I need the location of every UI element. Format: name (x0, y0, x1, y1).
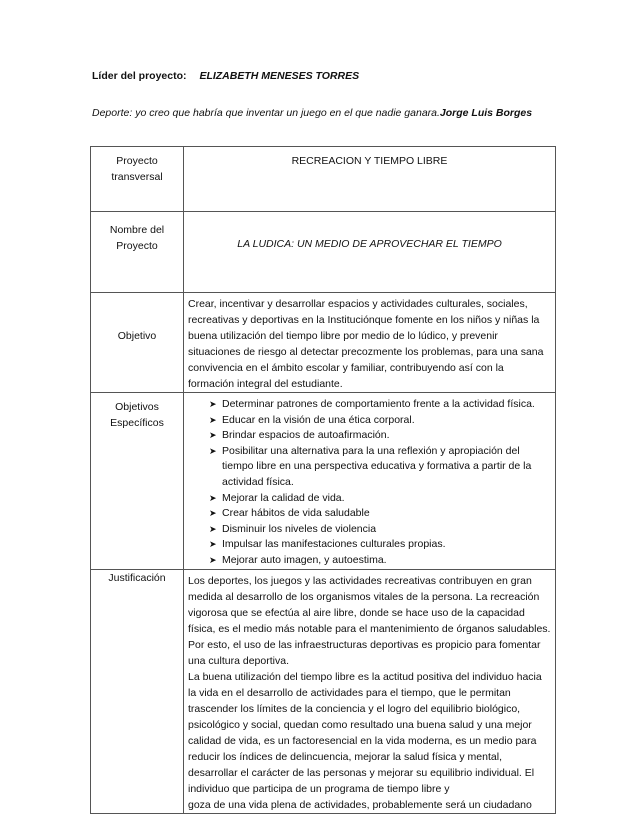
cell-label: Nombre del Proyecto (91, 212, 184, 293)
cell-label: Objetivos Específicos (91, 393, 184, 570)
list-item: ➤ Brindar espacios de autoafirmación. (210, 428, 551, 444)
list-item: ➤ Mejorar auto imagen, y autoestima. (210, 553, 551, 569)
cell-value: RECREACION Y TIEMPO LIBRE (184, 147, 556, 212)
cell-value: LA LUDICA: UN MEDIO DE APROVECHAR EL TIEMPO (184, 212, 556, 293)
cell-value: Crear, incentivar y desarrollar espacios y actividades culturales, sociales, recreativas y deportivas en la Instituciónque fomente en los niños y niñas la buena utilización del tiempo libre por medio de lo lúdico, y prevenir situaciones de riesgo al detectar precozmente los problemas, para una sana convivencia en el ámbito escolar y familiar, contribuyendo así con la formación integral del estudiante. (184, 293, 556, 393)
quote-text: Deporte: yo creo que habría que inventar un juego en el que nadie ganara. (92, 107, 440, 119)
justification-paragraph-3: goza de una vida plena de actividades, probablemente será un ciudadano (188, 799, 532, 811)
arrow-bullet-icon: ➤ (209, 554, 217, 565)
arrow-bullet-icon: ➤ (209, 414, 217, 425)
cell-label: Objetivo (117, 330, 157, 342)
justification-paragraph-1: Los deportes, los juegos y las actividades recreativas contribuyen en gran medida al desarrollo de los organismos vitales de la persona. La recreación vigorosa que se efectúa al aire libre, donde se hace uso de la capacidad física, es el medio más notable para el mantenimiento de órganos saludables. Por esto, el uso de las infraestructuras deportivas es propicio para fomentar una cultura deportiva. (188, 575, 551, 667)
cell-value (184, 393, 556, 570)
list-item: ➤ Educar en la visión de una ética corporal. (210, 413, 551, 429)
list-item: ➤ Mejorar la calidad de vida. (210, 491, 551, 507)
list-item: ➤ Determinar patrones de comportamiento frente a la actividad física. (210, 397, 551, 413)
table-row (91, 570, 556, 814)
cell-label: Justificación (91, 570, 184, 814)
table-row (91, 293, 556, 393)
arrow-bullet-icon: ➤ (209, 430, 217, 441)
leader-name: ELIZABETH MENESES TORRES (199, 70, 360, 82)
quote-author: Jorge Luis Borges (439, 107, 533, 119)
arrow-bullet-icon: ➤ (209, 508, 217, 519)
leader-label: Líder del proyecto: (92, 70, 187, 82)
table-row (91, 147, 556, 212)
project-leader-line (92, 70, 359, 82)
table-row (91, 212, 556, 293)
project-table (90, 146, 556, 814)
specific-objectives-list (184, 393, 555, 569)
list-item: ➤ Posibilitar una alternativa para la una reflexión y apropiación del tiempo libre en una perspectiva educativa y formativa a partir de la actividad física. (209, 444, 532, 488)
list-item: ➤ Disminuir los niveles de violencia (210, 522, 551, 538)
table-row (91, 393, 556, 570)
quote-line (92, 107, 532, 119)
cell-value (184, 570, 556, 814)
arrow-bullet-icon: ➤ (209, 539, 217, 550)
list-item: ➤ Crear hábitos de vida saludable (210, 506, 551, 522)
justification-paragraph-2: La buena utilización del tiempo libre es la actitud positiva del individuo hacia la vida en el desarrollo de actividades para el tiempo, que le permitan trascender los límites de la conciencia y el logro del equilibrio biológico, psicológico y social, quedan como resultado una buena salud y una mejor calidad de vida, es un factoresencial en la vida moderna, es un medio para reducir los índices de delincuencia, mejorar la salud física y mental, desarrollar el carácter de las personas y mejorar su equilibrio individual. El individuo que participa de un programa de tiempo libre y (188, 671, 542, 795)
arrow-bullet-icon: ➤ (209, 492, 217, 503)
cell-label: Proyecto transversal (91, 147, 184, 212)
list-item: ➤ Impulsar las manifestaciones culturales propias. (210, 537, 551, 553)
arrow-bullet-icon: ➤ (209, 523, 217, 534)
arrow-bullet-icon: ➤ (209, 445, 217, 456)
cell-label-wrap (91, 293, 184, 393)
arrow-bullet-icon: ➤ (209, 399, 217, 409)
